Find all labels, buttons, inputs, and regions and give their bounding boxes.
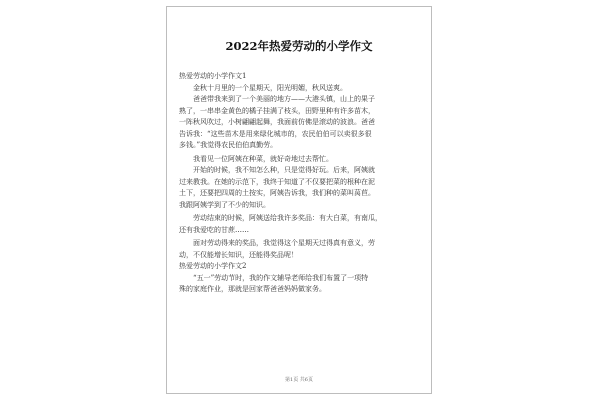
section-heading-2: 热爱劳动的小学作文2 xyxy=(179,262,247,270)
paragraph-line: 过来教我。在她的示范下，我终于知道了不仅要把菜的根种在泥 xyxy=(179,177,375,186)
paragraph-line: 我跟阿姨学到了不少的知识。 xyxy=(179,200,270,209)
paragraph-line: 面对劳动得来的奖品，我觉得这个星期天过得真有意义，劳 xyxy=(193,239,375,247)
paragraph-line: 动，不仅能增长知识，还能得奖品呢！ xyxy=(179,250,298,259)
paragraph-line: 殊的家庭作业，那就是回家帮爸爸妈妈做家务。 xyxy=(179,285,326,293)
paragraph-line: 我看见一位阿姨在种菜，就好奇地过去帮忙。 xyxy=(193,154,333,163)
section-heading-1: 热爱劳动的小学作文1 xyxy=(179,72,247,80)
document-page xyxy=(166,6,432,394)
paragraph-line: “五一”劳动节时，我的作文辅导老师给我们布置了一项特 xyxy=(193,273,369,282)
document-title: 2022年热爱劳动的小学作文 xyxy=(225,39,373,53)
paragraph-line: 一阵秋风吹过，小树翩翩起舞，我面前仿佛是滚动的波浪。爸爸 xyxy=(179,118,375,126)
paragraph-line: 熟了，一串串金黄色的橘子挂满了枝头，田野里种有许多苗木， xyxy=(179,106,375,115)
paragraph-line: 开始的时候，我不知怎么种，只是觉得好玩。后来，阿姨就 xyxy=(193,166,375,174)
paragraph-line: 多钱。”我觉得农民伯伯真勤劳。 xyxy=(179,141,278,149)
page-number-footer: 第1页 共6页 xyxy=(285,377,313,383)
paragraph-line: 劳动结束的时候，阿姨送给我许多奖品：有大白菜，有南瓜， xyxy=(193,214,382,222)
paragraph-line: 告诉我：“这些苗木是用来绿化城市的，农民伯伯可以卖很多很 xyxy=(179,129,372,138)
paragraph-line: 还有我爱吃的甘蔗…… xyxy=(179,225,249,234)
paragraph-line: 金秋十月里的一个星期天，阳光明媚，秋风送爽。 xyxy=(193,83,347,92)
document-body xyxy=(179,71,421,296)
paragraph-line: 爸爸带我来到了一个美丽的地方——大港头镇，山上的果子 xyxy=(193,95,375,103)
paragraph-line: 土下，还要把四周的土按实，阿姨告诉我，我们种的菜叫莴苣。 xyxy=(179,189,375,197)
